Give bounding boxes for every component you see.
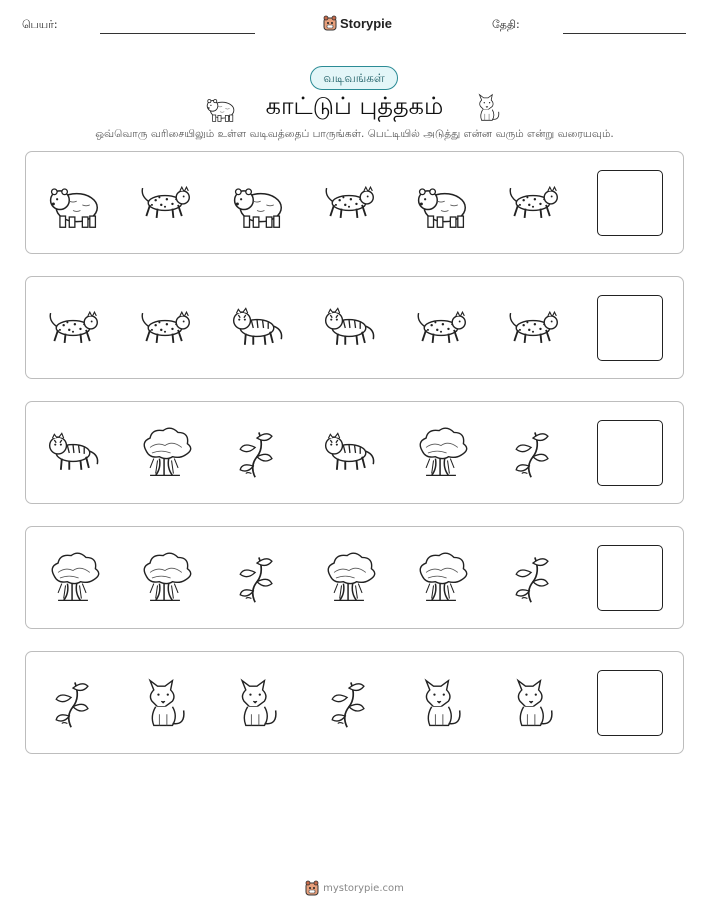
- leopard-icon: [321, 176, 377, 230]
- wolf-icon: [505, 676, 561, 730]
- leopard-icon: [505, 176, 561, 230]
- pattern-row: [25, 651, 684, 754]
- tiger-icon: [229, 301, 285, 355]
- answer-box[interactable]: [597, 670, 663, 736]
- tree-icon: [137, 551, 193, 605]
- date-line: [563, 33, 686, 34]
- pattern-row: [25, 401, 684, 504]
- tree-icon: [321, 551, 377, 605]
- pattern-row: [25, 151, 684, 254]
- answer-box[interactable]: [597, 545, 663, 611]
- vine-icon: [505, 426, 561, 480]
- tiger-icon: [321, 426, 377, 480]
- leopard-icon: [413, 301, 469, 355]
- answer-box[interactable]: [597, 170, 663, 236]
- vine-icon: [229, 426, 285, 480]
- tree-icon: [45, 551, 101, 605]
- leopard-icon: [45, 301, 101, 355]
- leopard-icon: [137, 301, 193, 355]
- brand-name: Storypie: [340, 15, 393, 31]
- tiger-icon: [321, 301, 377, 355]
- date-label: தேதி:: [492, 18, 520, 31]
- topic-badge: வடிவங்கள்: [310, 66, 398, 90]
- footer: [0, 880, 709, 896]
- wolf-icon: [472, 92, 504, 123]
- pattern-row: [25, 276, 684, 379]
- tree-icon: [413, 426, 469, 480]
- page-title: காட்டுப் புத்தகம்: [265, 92, 444, 120]
- footer-site: mystorypie.com: [323, 882, 404, 894]
- answer-box[interactable]: [597, 420, 663, 486]
- tree-icon: [137, 426, 193, 480]
- bear-icon: [413, 176, 469, 230]
- vine-icon: [45, 676, 101, 730]
- wolf-icon: [137, 676, 193, 730]
- pattern-row: [25, 526, 684, 629]
- vine-icon: [229, 551, 285, 605]
- instructions: ஒவ்வொரு வரிசையிலும் உள்ள வடிவத்தைப் பாருங்கள். பெட்டியில் அடுத்து என்ன வரும் என்று வரையவும்.: [95, 128, 614, 140]
- leopard-icon: [505, 301, 561, 355]
- wolf-icon: [229, 676, 285, 730]
- worksheet-header: [0, 14, 709, 38]
- leopard-icon: [137, 176, 193, 230]
- tiger-icon: [45, 426, 101, 480]
- name-label: பெயர்:: [22, 18, 58, 31]
- vine-icon: [321, 676, 377, 730]
- storypie-mascot-icon: [323, 15, 337, 31]
- bear-icon: [229, 176, 285, 230]
- wolf-icon: [413, 676, 469, 730]
- storypie-mascot-icon: [305, 880, 319, 896]
- answer-box[interactable]: [597, 295, 663, 361]
- brand-logo: [323, 14, 392, 32]
- tree-icon: [413, 551, 469, 605]
- vine-icon: [505, 551, 561, 605]
- name-line: [100, 33, 255, 34]
- bear-icon: [45, 176, 101, 230]
